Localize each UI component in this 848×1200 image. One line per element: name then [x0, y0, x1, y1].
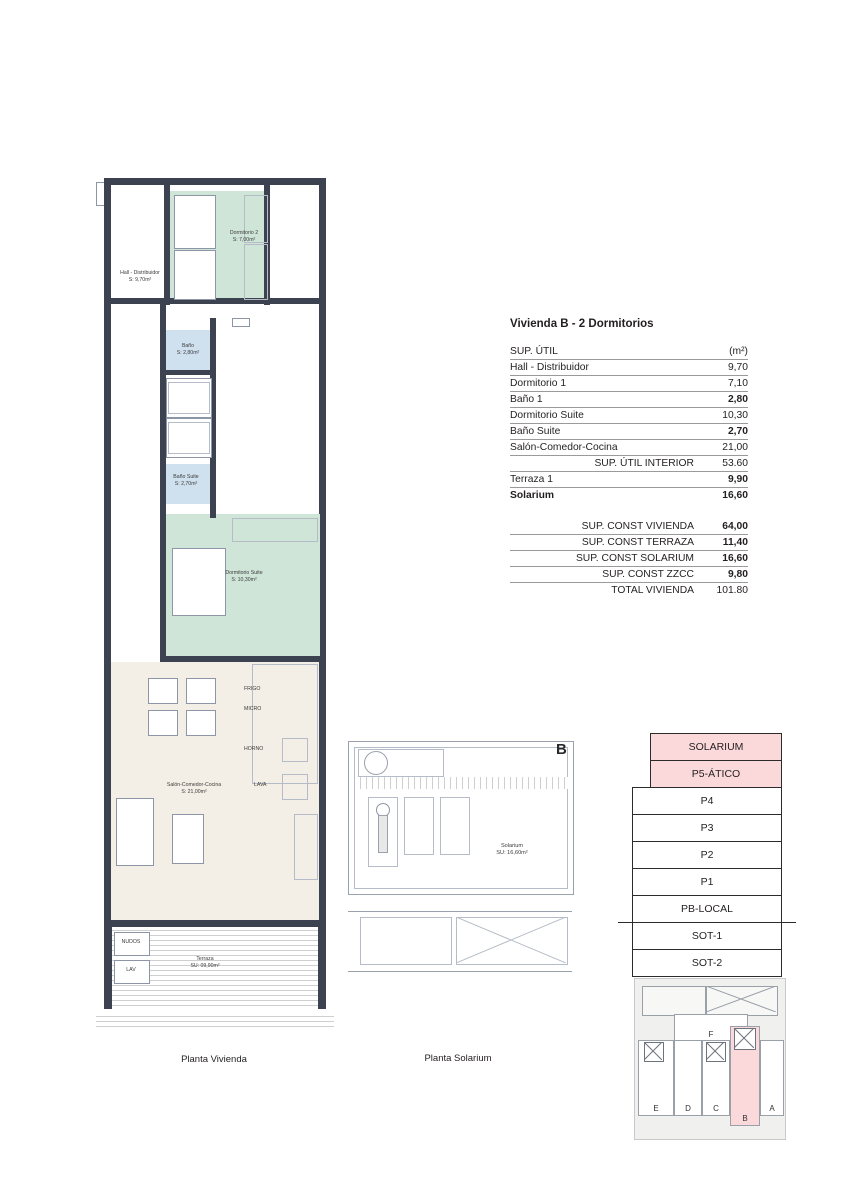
table-header-row: [510, 344, 748, 360]
table-row: [510, 440, 748, 456]
stack-level-label: P1: [700, 876, 714, 888]
row-label: Dormitorio Suite: [510, 408, 694, 424]
plan-outline: [104, 178, 326, 1028]
sol-cross-hatch: [456, 917, 566, 963]
solarium-caption: Planta Solarium: [424, 1053, 492, 1064]
sol-pergola: [358, 749, 444, 777]
stack-level-solarium[interactable]: [650, 733, 782, 760]
table-title: Vivienda B - 2 Dormitorios: [510, 318, 654, 330]
window-box: [232, 318, 250, 327]
total-value: 16,60: [694, 551, 748, 567]
label-frigo: FRIGO: [244, 686, 261, 692]
row-label: Hall - Distribuidor: [510, 360, 694, 376]
building-key-plan: [634, 978, 784, 1138]
areas-table: [510, 344, 748, 598]
sol-lower-line-1: [348, 911, 572, 912]
closet-2-inner: [168, 422, 210, 454]
key-plan-unit-label: A: [769, 1104, 775, 1113]
table-total-row: [510, 519, 748, 535]
row-value: 53.60: [694, 456, 748, 472]
wall-terrace-left: [104, 927, 112, 1009]
chair-1: [148, 678, 178, 704]
wardrobe-suite: [232, 518, 318, 542]
row-label: Baño Suite: [510, 424, 694, 440]
wall-bath-bottom: [166, 370, 216, 375]
hob-icon: [282, 738, 308, 762]
key-plan-unit-label: D: [685, 1104, 691, 1113]
table-row: [510, 376, 748, 392]
row-value: 9,70: [694, 360, 748, 376]
row-label: Terraza 1: [510, 472, 694, 488]
table-total-row: [510, 583, 748, 599]
key-plan-unit-a[interactable]: [760, 1040, 784, 1116]
stack-level-p5-atico[interactable]: [650, 760, 782, 787]
tv-unit: [294, 814, 318, 880]
row-value: 2,80: [694, 392, 748, 408]
sun-lounger-3: [440, 797, 470, 855]
coffee-table: [172, 814, 204, 864]
person-body: [378, 815, 388, 853]
total-label: SUP. CONST TERRAZA: [510, 535, 694, 551]
key-plan-unit-d[interactable]: [674, 1040, 702, 1116]
chair-3: [148, 710, 178, 736]
table-row: [510, 392, 748, 408]
room-label-dormitorio-2: Dormitorio 2 S: 7,00m²: [229, 230, 259, 243]
stack-level-sot-2[interactable]: [632, 949, 782, 977]
kitchen-counter: [252, 664, 318, 784]
total-label: SUP. CONST SOLARIUM: [510, 551, 694, 567]
table-row: [510, 424, 748, 440]
solarium-plan: [348, 735, 588, 1064]
floor-level-stack: [632, 733, 782, 977]
wall-right: [319, 178, 326, 938]
room-label-dormitorio-suite: Dormitorio Suite S: 10,30m²: [225, 570, 263, 583]
wall-terrace-right: [318, 927, 326, 1009]
sofa: [116, 798, 154, 866]
stack-level-label: P5-ÁTICO: [691, 768, 741, 780]
table-row-subtotal: [510, 456, 748, 472]
total-value: 9,80: [694, 567, 748, 583]
bed-2: [174, 250, 216, 300]
total-label: TOTAL VIVIENDA: [611, 585, 694, 596]
sol-lower-line-2: [348, 971, 572, 972]
stack-level-p3[interactable]: [632, 814, 782, 841]
table-spacer: [510, 503, 748, 519]
table-total-row: [510, 551, 748, 567]
wall-terrace-top: [104, 920, 326, 927]
key-plan-unit-label: C: [713, 1104, 719, 1113]
row-value: 2,70: [694, 424, 748, 440]
room-label-solarium: Solarium SU: 16,60m²: [496, 843, 528, 856]
room-label-bano: Baño S: 2,80m²: [176, 343, 200, 356]
sol-hatch-strip: [360, 777, 568, 789]
label-micro: MICRO: [244, 706, 262, 712]
chair-4: [186, 710, 216, 736]
key-plan-unit-label: F: [708, 1030, 714, 1039]
row-value: 7,10: [694, 376, 748, 392]
label-lav: LAV: [126, 967, 136, 973]
header-sup-util: SUP. ÚTIL: [510, 344, 694, 360]
sun-lounger-2: [404, 797, 434, 855]
floorplan-caption: Planta Vivienda: [181, 1054, 247, 1065]
surface-summary-table: [510, 318, 750, 598]
ground-level-line: [618, 922, 796, 923]
label-horno: HORNO: [244, 746, 264, 752]
key-plan-cross-icon: [706, 986, 776, 1012]
stack-level-label: PB-LOCAL: [681, 903, 733, 915]
stack-level-label: P2: [700, 849, 714, 861]
room-hall: [111, 185, 171, 305]
stack-level-p2[interactable]: [632, 841, 782, 868]
row-value: 21,00: [694, 440, 748, 456]
room-label-salon: Salón-Comedor-Cocina S: 21,00m²: [166, 782, 222, 795]
key-plan-unit-label: B: [742, 1114, 748, 1123]
key-plan-top-left: [642, 986, 706, 1016]
table-row: [510, 408, 748, 424]
row-label: Solarium: [510, 490, 555, 501]
sink-icon: [282, 774, 308, 800]
stair-x-icon: [734, 1028, 754, 1048]
table-row: [510, 360, 748, 376]
unit-letter-solarium: B: [556, 741, 567, 758]
header-unit: (m²): [694, 344, 748, 360]
stair-x-icon: [644, 1042, 662, 1060]
key-plan-unit-label: E: [653, 1104, 659, 1113]
room-label-hall: Hall - Distribuidor S: 9,70m²: [120, 270, 160, 283]
table-row: [510, 472, 748, 488]
total-value: 64,00: [694, 519, 748, 535]
stack-level-label: P4: [700, 795, 714, 807]
wall-left: [104, 178, 111, 938]
stack-level-p1[interactable]: [632, 868, 782, 895]
stack-level-label: SOLARIUM: [688, 741, 744, 753]
room-label-terraza: Terraza SU: 09,90m²: [190, 956, 220, 969]
total-value: 101.80: [716, 585, 748, 596]
row-value: 10,30: [694, 408, 748, 424]
stair-x-icon: [706, 1042, 724, 1060]
row-value: 16,60: [722, 490, 748, 501]
chair-2: [186, 678, 216, 704]
total-value: 11,40: [694, 535, 748, 551]
terrace-railing: [96, 1016, 334, 1030]
stack-level-p4[interactable]: [632, 787, 782, 814]
table-total-row: [510, 535, 748, 551]
wall-banosuite-bottom-l: [160, 504, 166, 512]
wall-suite-left: [160, 512, 166, 662]
floor-plan-vivienda: [96, 168, 336, 1065]
wardrobe-dorm2-b: [244, 244, 268, 300]
stack-level-sot-1[interactable]: [632, 922, 782, 949]
total-label: SUP. CONST ZZCC: [510, 567, 694, 583]
closet-1-inner: [168, 382, 210, 414]
table-total-row: [510, 567, 748, 583]
total-label: SUP. CONST VIVIENDA: [510, 519, 694, 535]
row-label: SUP. ÚTIL INTERIOR: [510, 456, 694, 472]
row-label: Salón-Comedor-Cocina: [510, 440, 694, 456]
label-lava: LAVA: [254, 782, 267, 788]
wall-top: [104, 178, 326, 185]
table-row: [510, 488, 748, 504]
stack-level-label: SOT-2: [691, 957, 723, 969]
row-value: 9,90: [694, 472, 748, 488]
sol-lower-box-1: [360, 917, 452, 965]
row-label: Dormitorio 1: [510, 376, 694, 392]
stack-level-label: P3: [700, 822, 714, 834]
row-label: Baño 1: [510, 392, 694, 408]
stack-level-label: SOT-1: [691, 930, 723, 942]
room-label-bano-suite: Baño Suite S: 2,70m²: [173, 474, 199, 487]
wall-suite-div: [210, 478, 216, 518]
stack-level-pb-local[interactable]: [632, 895, 782, 922]
label-nudos: NUDOS: [121, 939, 141, 945]
